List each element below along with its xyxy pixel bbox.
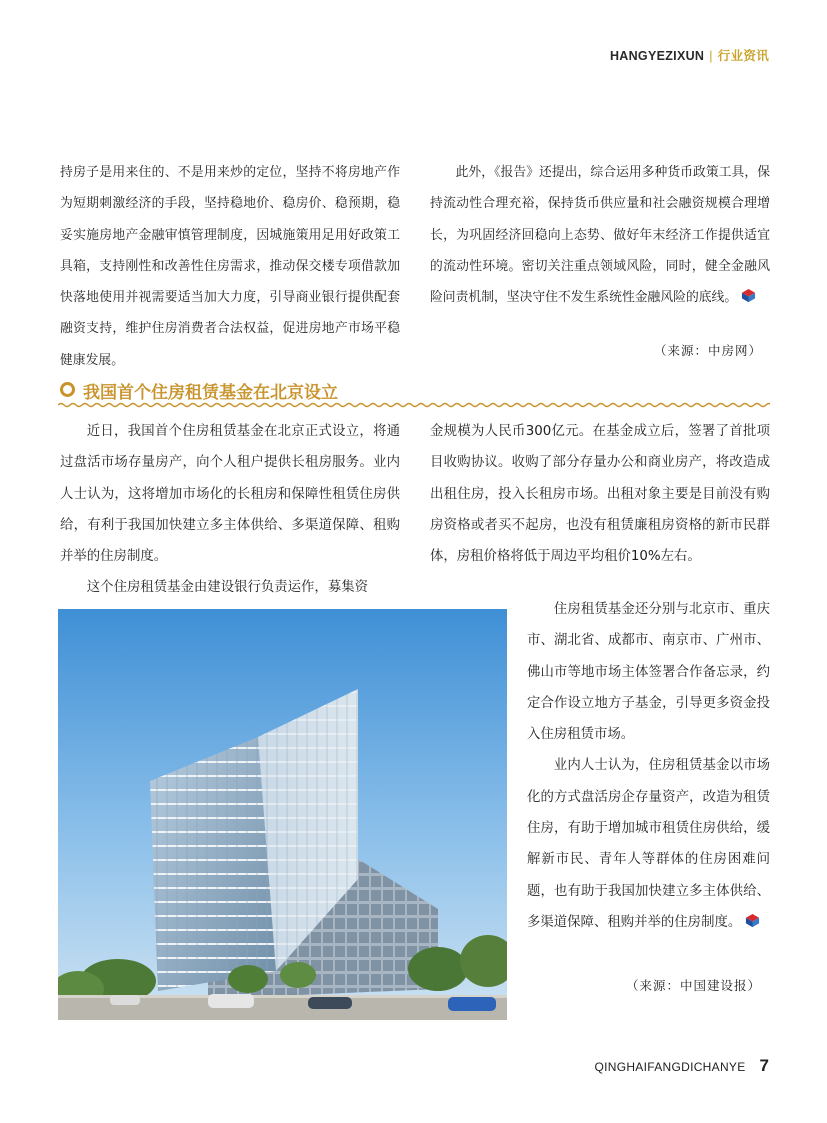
article-title-text: 我国首个住房租赁基金在北京设立 [83, 383, 338, 403]
cube-logo-icon [741, 288, 756, 303]
page-number: 7 [759, 1056, 769, 1075]
top-left-paragraph: 持房子是用来住的、不是用来炒的定位，坚持不将房地产作为短期刺激经济的手段，坚持稳地价、稳房价、稳预期，稳妥实施房地产金融审慎管理制度，因城施策用足用好政策工具箱，支持刚性和改善性住房需求，推动保交楼专项借款加快落地使用并视需要适当加大力度，引导商业银行提供配套融资支持，维护住房消费者合法权益，促进房地产市场平稳健康发展。 [60, 165, 400, 368]
top-right-column [430, 157, 770, 313]
article-title [60, 378, 338, 403]
top-right-text: 此外，《报告》还提出，综合运用多种货币政策工具，保持流动性合理充裕，保持货币供应量和社会融资规模合理增长，为巩固经济回稳向上态势、做好年末经济工作提供适宜的流动性环境。密切关注重点领域风险，同时，健全金融风险问责机制，坚决守住不发生系统性金融风险的底线。 [430, 165, 770, 306]
cube-logo-icon [745, 913, 760, 928]
top-source: （来源：中房网） [654, 343, 763, 358]
publication-name: QINGHAIFANGDICHANYE [594, 1060, 746, 1074]
article-left-paragraph-1: 近日，我国首个住房租赁基金在北京正式设立，将通过盘活市场存量房产，向个人租户提供长租房服务。业内人士认为，这将增加市场化的长租房和保障性租赁住房供给，有利于我国加快建立多主体供给、多渠道保障、租购并举的住房制度。 [60, 424, 400, 565]
title-wave-divider [58, 401, 770, 409]
header-separator: | [709, 49, 713, 63]
header-en: HANGYEZIXUN [609, 49, 705, 63]
article-narrow-column [527, 594, 770, 938]
page-footer [594, 1056, 769, 1076]
article-right-paragraph-1: 金规模为人民币300亿元。在基金成立后，签署了首批项目收购协议。收购了部分存量办公和商业房产，将改造成出租住房，投入长租房市场。出租对象主要是目前没有购房资格或者买不起房，也没有租赁廉租房资格的新市民群体，房租价格将低于周边平均租价10%左右。 [430, 424, 770, 565]
article-narrow-paragraph-1: 住房租赁基金还分别与北京市、重庆市、湖北省、成都市、南京市、广州市、佛山市等地市场主体签署合作备忘录，约定合作设立地方子基金，引导更多资金投入住房租赁市场。 [527, 602, 770, 743]
ring-bullet-icon [60, 382, 75, 397]
article-source: （来源：中国建设报） [626, 978, 762, 993]
page-header [610, 46, 769, 64]
building-photo [58, 609, 507, 1020]
header-cn: 行业资讯 [717, 49, 769, 63]
article-left-column [60, 416, 400, 604]
article-right-column [430, 416, 770, 572]
top-left-column [60, 157, 400, 376]
article-narrow-paragraph-2 [527, 750, 770, 938]
building-illustration [58, 609, 507, 1020]
article-narrow-text-2: 业内人士认为，住房租赁基金以市场化的方式盘活房企存量资产，改造为租赁住房，有助于增加城市租赁住房供给，缓解新市民、青年人等群体的住房困难问题，也有助于我国加快建立多主体供给、多渠道保障、租购并举的住房制度。 [527, 758, 770, 930]
top-right-paragraph [430, 157, 770, 313]
article-left-paragraph-2: 这个住房租赁基金由建设银行负责运作，募集资 [86, 580, 368, 596]
